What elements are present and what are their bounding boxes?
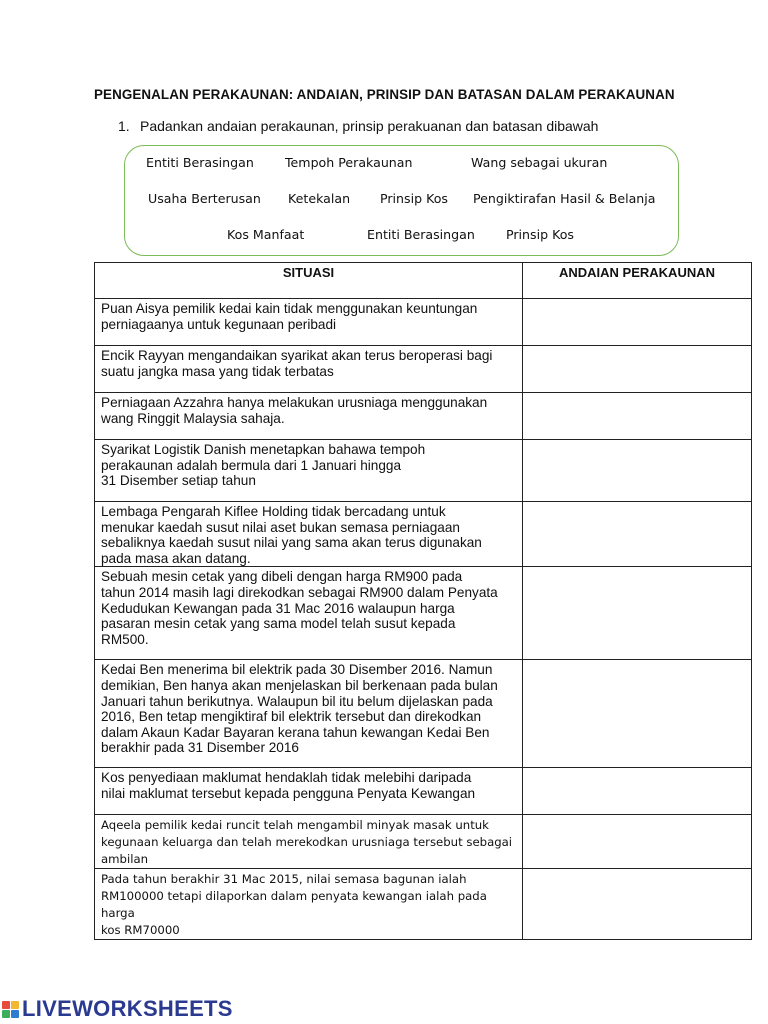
situation-text: Lembaga Pengarah Kiflee Holding tidak bercadang untuk menukar kaedah susut nilai aset bukan semasa perniagaan sebaliknya kaedah susut nilai yang sama akan terus digunakan pada masa akan datang. [101,504,482,566]
word-bank-item[interactable]: Ketekalan [288,191,351,206]
logo-square-red [2,1001,10,1009]
situation-text: Puan Aisya pemilik kedai kain tidak menggunakan keuntungan perniagaanya untuk kegunaan peribadi [101,301,478,332]
table-row [95,299,752,346]
logo-square-yellow [11,1001,19,1009]
word-bank-item[interactable]: Kos Manfaat [227,227,305,242]
answer-cell[interactable] [523,815,752,869]
table-row [95,869,752,940]
question-number: 1. [118,118,130,134]
situation-text: Kedai Ben menerima bil elektrik pada 30 Disember 2016. Namun demikian, Ben hanya akan menjelaskan bil berkenaan pada bulan Januari tahun berikutnya. Walaupun bil itu belum dijelaskan pada 2016, Ben tetap mengiktiraf bil elektrik tersebut dan direkodkan dalam Akaun Kadar Bayaran kerana tahun kewangan Kedai Ben berakhir pada 31 Disember 2016 [101,662,498,756]
word-bank-item[interactable]: Pengiktirafan Hasil & Belanja [473,191,656,206]
word-bank-item[interactable]: Prinsip Kos [380,191,448,206]
table-row [95,502,752,567]
situation-text: Pada tahun berakhir 31 Mac 2015, nilai semasa bagunan ialah RM100000 tetapi dilaporkan dalam penyata kewangan ialah pada harga kos RM70000 [101,872,487,938]
answer-cell[interactable] [523,502,752,567]
situation-text: Perniagaan Azzahra hanya melakukan urusniaga menggunakan wang Ringgit Malaysia sahaja. [101,395,488,426]
header-andaian-perakaunan: ANDAIAN PERAKAUNAN [523,263,752,299]
word-bank-item[interactable]: Entiti Berasingan [146,155,254,170]
situation-text: Sebuah mesin cetak yang dibeli dengan harga RM900 pada tahun 2014 masih lagi direkodkan sebagai RM900 dalam Penyata Kedudukan Kewangan pada 31 Mac 2016 walaupun harga pasaran mesin cetak yang sama model telah susut kepada RM500. [101,569,498,647]
answer-cell[interactable] [523,768,752,815]
answer-cell[interactable] [523,660,752,768]
table-row [95,393,752,440]
word-bank-item[interactable]: Usaha Berterusan [148,191,261,206]
table-row [95,660,752,768]
instruction [118,118,738,134]
answer-cell[interactable] [523,869,752,940]
word-bank-item[interactable]: Entiti Berasingan [367,227,475,242]
answer-cell[interactable] [523,567,752,660]
situation-text: Kos penyediaan maklumat hendaklah tidak melebihi daripada nilai maklumat tersebut kepada pengguna Penyata Kewangan [101,770,476,801]
page-title: PENGENALAN PERAKAUNAN: ANDAIAN, PRINSIP DAN BATASAN DALAM PERAKAUNAN [94,87,675,102]
logo-square-green [2,1010,10,1018]
matching-table [94,262,752,940]
word-bank-item[interactable]: Wang sebagai ukuran [471,155,608,170]
situation-text: Encik Rayyan mengandaikan syarikat akan terus beroperasi bagi suatu jangka masa yang tidak terbatas [101,348,493,379]
word-bank-item[interactable]: Tempoh Perakaunan [285,155,413,170]
answer-cell[interactable] [523,440,752,502]
table-row [95,768,752,815]
word-bank-box [124,145,679,256]
brand-name: LIVEWORKSHEETS [22,996,233,1021]
liveworksheets-icon [2,1001,19,1018]
answer-cell[interactable] [523,299,752,346]
instruction-text: Padankan andaian perakaunan, prinsip perakuanan dan batasan dibawah [140,118,599,134]
situation-text: Syarikat Logistik Danish menetapkan bahawa tempoh perakaunan adalah bermula dari 1 Januari hingga 31 Disember setiap tahun [101,442,426,489]
table-row [95,815,752,869]
word-bank-item[interactable]: Prinsip Kos [506,227,574,242]
table-row [95,567,752,660]
situation-text: Aqeela pemilik kedai runcit telah mengambil minyak masak untuk kegunaan keluarga dan telah merekodkan urusniaga tersebut sebagai ambilan [101,818,513,867]
header-situasi: SITUASI [95,263,523,299]
answer-cell[interactable] [523,346,752,393]
table-row [95,346,752,393]
liveworksheets-logo[interactable] [2,996,233,1022]
logo-square-blue [11,1010,19,1018]
table-row [95,440,752,502]
answer-cell[interactable] [523,393,752,440]
